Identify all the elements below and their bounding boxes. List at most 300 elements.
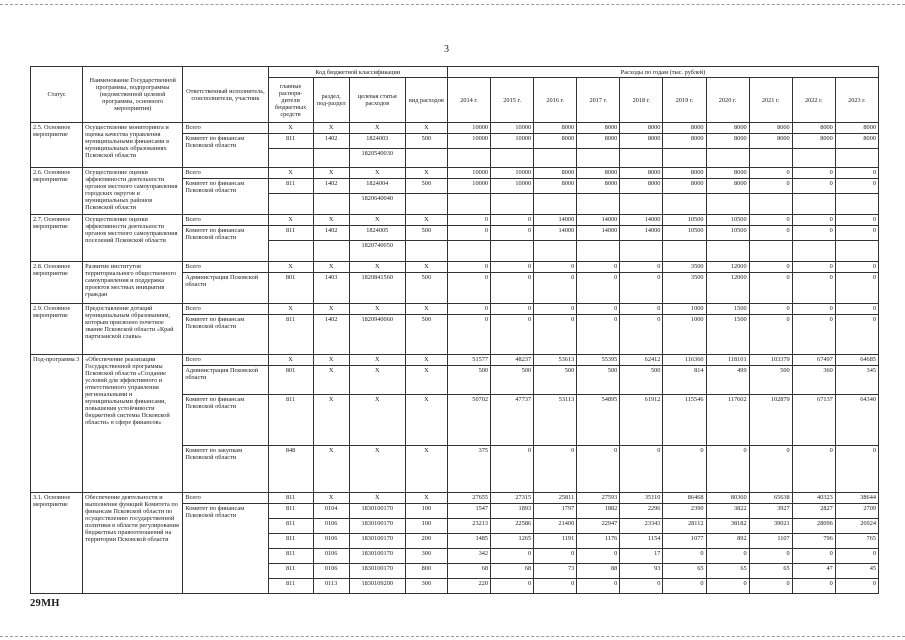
row-year-value	[663, 194, 706, 215]
row-year-value: 8000	[706, 134, 749, 149]
table-row	[31, 215, 879, 226]
row-year-value: 0	[749, 226, 792, 241]
header-year: 2015 г.	[491, 78, 534, 123]
row-year-value: 0	[577, 262, 620, 273]
row-year-value	[447, 241, 490, 262]
row-status: 2.6. Основное мероприятие	[31, 168, 83, 215]
row-executor: Комитет по финансам Псковской области	[183, 395, 268, 446]
row-year-value: 0	[491, 579, 534, 594]
row-year-value: 51577	[447, 355, 490, 366]
row-year-value: 1000	[663, 304, 706, 315]
row-year-value: 0	[534, 304, 577, 315]
row-year-value	[663, 241, 706, 262]
row-year-value: 14000	[620, 215, 663, 226]
row-executor: Администрация Псковской области	[183, 366, 268, 395]
row-target-article: 1824003	[349, 134, 405, 149]
row-year-value: 3500	[663, 262, 706, 273]
row-executor: Комитет по закупкам Псковской области	[183, 446, 268, 493]
row-year-value	[534, 241, 577, 262]
row-year-value: 1500	[706, 315, 749, 355]
row-year-value: 500	[534, 366, 577, 395]
row-grbs: X	[268, 123, 313, 134]
row-year-value	[792, 149, 835, 168]
row-year-value: 0	[491, 273, 534, 304]
row-year-value	[663, 149, 706, 168]
row-year-value: 0	[577, 273, 620, 304]
table-row	[31, 493, 879, 504]
row-year-value: 0	[706, 446, 749, 493]
row-year-value: 8000	[706, 179, 749, 194]
row-year-value: 67137	[792, 395, 835, 446]
budget-table	[30, 66, 879, 594]
row-year-value: 0	[749, 579, 792, 594]
row-year-value: 65	[749, 564, 792, 579]
row-year-value: 0	[749, 446, 792, 493]
row-year-value: 22947	[577, 519, 620, 534]
row-year-value: 8000	[620, 134, 663, 149]
row-year-value: 8000	[792, 134, 835, 149]
page-number: 3	[444, 44, 449, 55]
row-year-value	[491, 241, 534, 262]
row-year-value: 0	[447, 304, 490, 315]
row-year-value: 1176	[577, 534, 620, 549]
row-year-value: 1547	[447, 504, 490, 519]
row-name: Осуществление оценки эффективности деятельности органов местного самоуправления городских округов и муниципальных районов Псковской области	[83, 168, 183, 215]
row-executor: Комитет по финансам Псковской области	[183, 226, 268, 262]
row-year-value: 0	[792, 446, 835, 493]
row-year-value: 2390	[663, 504, 706, 519]
row-target-article: X	[349, 366, 405, 395]
row-year-value: 499	[706, 366, 749, 395]
row-razdel: X	[313, 123, 349, 134]
row-year-value: 0	[620, 579, 663, 594]
header-name: Наименование Государственной программы, подпрограммы (ведомственной целевой программы, основного мероприятия)	[83, 67, 183, 123]
row-expense-type: X	[405, 446, 447, 493]
header-year: 2021 г.	[749, 78, 792, 123]
row-target-article: X	[349, 123, 405, 134]
row-year-value: 10000	[447, 134, 490, 149]
row-expense-type: X	[405, 366, 447, 395]
header-code-group: Код бюджетной классификации	[268, 67, 447, 78]
row-year-value: 50702	[447, 395, 490, 446]
header-status: Статус	[31, 67, 83, 123]
row-executor: Всего	[183, 168, 268, 179]
row-expense-type: 300	[405, 549, 447, 564]
row-year-value: 28112	[663, 519, 706, 534]
row-grbs	[268, 149, 313, 168]
row-target-article: X	[349, 395, 405, 446]
row-target-article: 1830100170	[349, 534, 405, 549]
row-year-value: 1485	[447, 534, 490, 549]
row-expense-type: X	[405, 123, 447, 134]
row-expense-type	[405, 241, 447, 262]
row-year-value: 27593	[577, 493, 620, 504]
row-year-value: 0	[491, 262, 534, 273]
row-year-value: 0	[534, 273, 577, 304]
row-target-article: 1830109200	[349, 579, 405, 594]
row-expense-type	[405, 194, 447, 215]
row-name: Осуществление мониторинга и оценка качества управления муниципальными финансами в муниципальных образованиях Псковской области	[83, 123, 183, 168]
row-grbs: 811	[268, 395, 313, 446]
row-year-value: 103379	[749, 355, 792, 366]
table-body	[31, 123, 879, 594]
row-year-value: 65	[663, 564, 706, 579]
row-year-value: 12000	[706, 273, 749, 304]
row-razdel: 1403	[313, 273, 349, 304]
row-year-value: 796	[792, 534, 835, 549]
row-year-value: 47	[792, 564, 835, 579]
row-target-article: X	[349, 304, 405, 315]
row-year-value: 1797	[534, 504, 577, 519]
row-year-value: 360	[792, 366, 835, 395]
row-year-value: 8000	[534, 179, 577, 194]
row-expense-type: 200	[405, 534, 447, 549]
row-target-article: 1830100170	[349, 519, 405, 534]
header-year: 2020 г.	[706, 78, 749, 123]
row-year-value: 0	[749, 304, 792, 315]
row-year-value: 0	[577, 446, 620, 493]
row-grbs: X	[268, 262, 313, 273]
row-year-value: 0	[706, 549, 749, 564]
row-year-value: 39021	[749, 519, 792, 534]
row-year-value: 62412	[620, 355, 663, 366]
row-year-value: 8000	[749, 134, 792, 149]
row-year-value: 8000	[663, 123, 706, 134]
row-year-value: 2709	[835, 504, 878, 519]
row-razdel: 0106	[313, 564, 349, 579]
row-year-value	[835, 149, 878, 168]
row-year-value: 8000	[835, 123, 878, 134]
row-year-value: 0	[577, 304, 620, 315]
row-razdel: 1402	[313, 315, 349, 355]
row-year-value: 0	[447, 262, 490, 273]
row-year-value	[749, 194, 792, 215]
row-year-value: 65638	[749, 493, 792, 504]
row-year-value: 0	[749, 315, 792, 355]
row-year-value: 53113	[534, 395, 577, 446]
row-grbs: 811	[268, 504, 313, 519]
row-status: 2.5. Основное мероприятие	[31, 123, 83, 168]
row-name: «Обеспечение реализации Государственной программы Псковской области «Создание условий для эффективного и ответственного управления региональными и муниципальными финансами, повышения устойчивости бюджетной системы Псковской области» в сфере финансов»	[83, 355, 183, 493]
row-year-value: 0	[620, 273, 663, 304]
row-year-value: 17	[620, 549, 663, 564]
row-year-value: 12000	[706, 262, 749, 273]
row-target-article: 1824004	[349, 179, 405, 194]
row-target-article: 1820841560	[349, 273, 405, 304]
row-year-value: 10000	[491, 123, 534, 134]
row-grbs: X	[268, 304, 313, 315]
row-year-value: 0	[792, 549, 835, 564]
row-year-value: 0	[835, 579, 878, 594]
row-year-value: 0	[835, 315, 878, 355]
row-year-value: 23213	[447, 519, 490, 534]
row-year-value: 765	[835, 534, 878, 549]
row-year-value	[577, 194, 620, 215]
row-year-value	[706, 149, 749, 168]
header-grbs: главные распоря-дители бюджетных средств	[268, 78, 313, 123]
row-year-value: 10500	[663, 226, 706, 241]
row-status: 3.1. Основное мероприятие	[31, 493, 83, 594]
row-year-value: 814	[663, 366, 706, 395]
row-year-value: 0	[534, 262, 577, 273]
row-expense-type: 500	[405, 226, 447, 241]
row-expense-type: X	[405, 304, 447, 315]
header-year: 2016 г.	[534, 78, 577, 123]
row-grbs: 811	[268, 315, 313, 355]
row-year-value: 0	[792, 315, 835, 355]
row-razdel: X	[313, 493, 349, 504]
row-executor: Комитет по финансам Псковской области	[183, 179, 268, 215]
scan-bottom-edge	[0, 636, 905, 637]
row-year-value: 0	[792, 168, 835, 179]
row-razdel: 0104	[313, 504, 349, 519]
row-grbs	[268, 194, 313, 215]
row-year-value: 27655	[447, 493, 490, 504]
row-year-value: 8000	[534, 168, 577, 179]
row-year-value	[577, 241, 620, 262]
row-executor: Всего	[183, 262, 268, 273]
row-year-value: 0	[835, 179, 878, 194]
row-year-value	[491, 194, 534, 215]
row-year-value: 0	[491, 549, 534, 564]
row-year-value: 10000	[447, 179, 490, 194]
row-year-value: 47737	[491, 395, 534, 446]
row-year-value: 117602	[706, 395, 749, 446]
row-razdel: 0106	[313, 549, 349, 564]
row-grbs: 811	[268, 134, 313, 149]
row-year-value: 0	[792, 579, 835, 594]
row-year-value: 115546	[663, 395, 706, 446]
row-name: Развитие институтов территориального общественного самоуправления и поддержка проектов местных инициатив граждан	[83, 262, 183, 304]
row-year-value	[706, 194, 749, 215]
row-expense-type: X	[405, 262, 447, 273]
row-year-value: 500	[491, 366, 534, 395]
row-year-value: 86468	[663, 493, 706, 504]
row-target-article: 1820540030	[349, 149, 405, 168]
row-year-value: 73	[534, 564, 577, 579]
header-executor: Ответственный исполнитель, соисполнители, участник	[183, 67, 268, 123]
row-year-value: 0	[835, 549, 878, 564]
row-executor: Комитет по финансам Псковской области	[183, 504, 268, 594]
row-year-value: 3500	[663, 273, 706, 304]
row-razdel: X	[313, 262, 349, 273]
row-year-value: 0	[749, 273, 792, 304]
row-grbs: X	[268, 215, 313, 226]
row-razdel: X	[313, 304, 349, 315]
row-year-value: 500	[577, 366, 620, 395]
row-year-value: 0	[749, 179, 792, 194]
row-grbs	[268, 241, 313, 262]
row-year-value	[792, 194, 835, 215]
row-year-value: 0	[620, 315, 663, 355]
row-year-value: 65	[706, 564, 749, 579]
row-razdel: X	[313, 168, 349, 179]
row-year-value: 8000	[663, 179, 706, 194]
row-year-value: 68	[447, 564, 490, 579]
row-year-value: 0	[447, 215, 490, 226]
row-year-value: 27315	[491, 493, 534, 504]
row-year-value: 64340	[835, 395, 878, 446]
row-year-value: 8000	[620, 179, 663, 194]
row-year-value: 0	[835, 226, 878, 241]
row-grbs: 811	[268, 493, 313, 504]
row-year-value: 8000	[577, 179, 620, 194]
row-year-value	[534, 194, 577, 215]
row-target-article: 1830100170	[349, 549, 405, 564]
row-year-value: 0	[620, 304, 663, 315]
row-year-value: 0	[534, 549, 577, 564]
header-expense-type: вид расходов	[405, 78, 447, 123]
row-grbs: 811	[268, 564, 313, 579]
row-year-value: 500	[447, 366, 490, 395]
row-expense-type: X	[405, 395, 447, 446]
row-year-value: 892	[706, 534, 749, 549]
row-year-value: 0	[749, 549, 792, 564]
row-year-value	[835, 241, 878, 262]
row-year-value: 0	[835, 215, 878, 226]
row-name: Предоставление дотаций муниципальным образованиям, которым присвоено почетное звание Псковской области «Край партизанской славы»	[83, 304, 183, 355]
row-year-value: 1077	[663, 534, 706, 549]
row-executor: Всего	[183, 493, 268, 504]
row-year-value: 14000	[534, 226, 577, 241]
row-executor: Всего	[183, 123, 268, 134]
header-year: 2018 г.	[620, 78, 663, 123]
row-year-value: 0	[792, 304, 835, 315]
row-year-value: 0	[620, 262, 663, 273]
row-grbs: 811	[268, 549, 313, 564]
row-status: 2.9. Основное мероприятие	[31, 304, 83, 355]
row-grbs: 801	[268, 366, 313, 395]
header-year: 2014 г.	[447, 78, 490, 123]
row-year-value	[534, 149, 577, 168]
row-year-value	[749, 149, 792, 168]
row-target-article: X	[349, 355, 405, 366]
row-year-value: 10000	[491, 179, 534, 194]
row-year-value: 0	[447, 315, 490, 355]
row-status: Под-программа 3	[31, 355, 83, 493]
row-year-value: 0	[835, 168, 878, 179]
row-year-value	[620, 149, 663, 168]
row-year-value: 8000	[663, 168, 706, 179]
table-row	[31, 168, 879, 179]
row-expense-type: 100	[405, 504, 447, 519]
row-year-value: 118101	[706, 355, 749, 366]
table-row	[31, 123, 879, 134]
row-year-value: 68	[491, 564, 534, 579]
row-year-value: 0	[835, 304, 878, 315]
row-year-value: 28096	[792, 519, 835, 534]
row-grbs: 811	[268, 179, 313, 194]
row-year-value: 10000	[447, 168, 490, 179]
row-year-value: 10500	[706, 226, 749, 241]
table-row	[31, 304, 879, 315]
row-year-value: 8000	[792, 123, 835, 134]
row-year-value: 8000	[749, 123, 792, 134]
row-year-value: 10000	[447, 123, 490, 134]
row-year-value: 38182	[706, 519, 749, 534]
row-year-value: 8000	[577, 123, 620, 134]
row-year-value: 0	[491, 226, 534, 241]
row-year-value: 0	[620, 446, 663, 493]
row-expense-type	[405, 149, 447, 168]
row-year-value	[447, 149, 490, 168]
row-year-value: 48237	[491, 355, 534, 366]
row-year-value: 53613	[534, 355, 577, 366]
row-year-value: 10000	[491, 168, 534, 179]
row-target-article: X	[349, 493, 405, 504]
row-razdel	[313, 194, 349, 215]
row-year-value	[749, 241, 792, 262]
row-grbs: X	[268, 355, 313, 366]
row-expense-type: X	[405, 355, 447, 366]
row-expense-type: 800	[405, 564, 447, 579]
row-year-value: 23343	[620, 519, 663, 534]
row-year-value: 10000	[491, 134, 534, 149]
row-year-value: 0	[749, 262, 792, 273]
row-year-value: 21400	[534, 519, 577, 534]
row-year-value: 0	[835, 262, 878, 273]
row-target-article: X	[349, 215, 405, 226]
row-year-value	[577, 149, 620, 168]
row-year-value: 102879	[749, 395, 792, 446]
row-year-value	[706, 241, 749, 262]
row-year-value: 8000	[706, 168, 749, 179]
row-year-value: 500	[749, 366, 792, 395]
row-target-article: 1820740050	[349, 241, 405, 262]
row-year-value: 1500	[706, 304, 749, 315]
header-razdel: раздел, под-раздел	[313, 78, 349, 123]
row-year-value: 0	[491, 304, 534, 315]
row-year-value: 0	[706, 579, 749, 594]
row-year-value: 1265	[491, 534, 534, 549]
row-razdel: 0113	[313, 579, 349, 594]
row-year-value: 8000	[835, 134, 878, 149]
scan-top-edge	[0, 4, 905, 5]
row-executor: Всего	[183, 355, 268, 366]
row-target-article: 1820940060	[349, 315, 405, 355]
row-name: Осуществление оценки эффективности деятельности органов местного самоуправления поселений Псковской области	[83, 215, 183, 262]
row-year-value	[491, 149, 534, 168]
row-razdel: 1402	[313, 179, 349, 194]
row-year-value: 0	[835, 273, 878, 304]
row-year-value: 0	[663, 579, 706, 594]
row-year-value: 8000	[620, 123, 663, 134]
row-year-value: 0	[447, 273, 490, 304]
header-year: 2022 г.	[792, 78, 835, 123]
row-year-value: 38644	[835, 493, 878, 504]
row-year-value: 342	[447, 549, 490, 564]
row-expense-type: 300	[405, 579, 447, 594]
row-year-value: 0	[663, 549, 706, 564]
row-expense-type: X	[405, 168, 447, 179]
row-year-value: 26924	[835, 519, 878, 534]
row-year-value: 0	[491, 215, 534, 226]
row-razdel: 1402	[313, 226, 349, 241]
header-target-article: целевая статья расходов	[349, 78, 405, 123]
header-year: 2019 г.	[663, 78, 706, 123]
row-year-value: 0	[792, 215, 835, 226]
row-year-value: 1000	[663, 315, 706, 355]
row-year-value: 220	[447, 579, 490, 594]
row-target-article: X	[349, 446, 405, 493]
row-expense-type: 500	[405, 134, 447, 149]
row-grbs: X	[268, 168, 313, 179]
row-razdel: 0106	[313, 519, 349, 534]
row-year-value	[792, 241, 835, 262]
row-year-value: 3822	[706, 504, 749, 519]
row-expense-type: 500	[405, 273, 447, 304]
row-year-value: 40323	[792, 493, 835, 504]
